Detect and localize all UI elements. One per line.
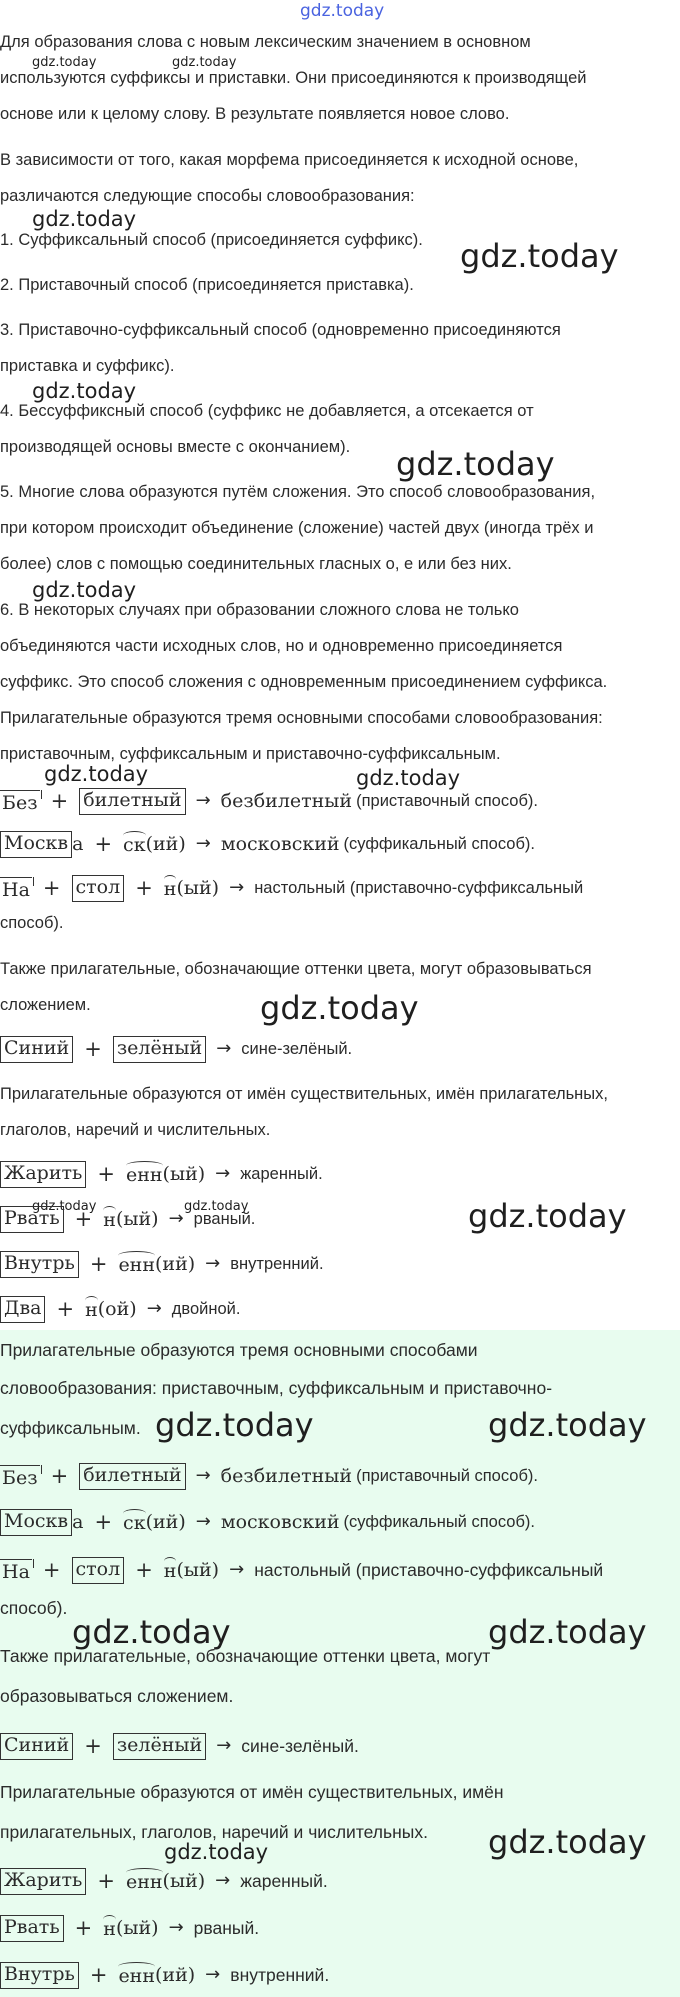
ending: (ий) (145, 1510, 186, 1533)
plus-sign: + (50, 1463, 69, 1488)
arrow-icon: → (216, 1735, 232, 1757)
suffix-arc-icon (126, 1868, 163, 1877)
method-line: производящей основы вместе с окончанием). (0, 438, 351, 456)
suffix-text: енн (125, 1164, 163, 1187)
root-box: Жарить (0, 1868, 86, 1895)
paragraph-line: Также прилагательные, обозначающие оттенки цвета, могут (0, 1646, 491, 1666)
method-note: (приставочный способ). (356, 1467, 538, 1486)
watermark-top: gdz.today (300, 1, 385, 21)
suffix-mark (126, 1870, 163, 1892)
arrow-icon: → (195, 1511, 211, 1533)
watermark: gdz.today (72, 1613, 231, 1651)
example-moskva (0, 831, 535, 858)
result-word: безбилетный (220, 789, 353, 812)
ending: (ой) (97, 1297, 137, 1320)
suffix-arc-icon (103, 1915, 116, 1924)
watermark: gdz.today (44, 762, 149, 786)
plus-sign: + (94, 831, 113, 856)
watermark: gdz.today (32, 379, 137, 403)
watermark: gdz.today (155, 1406, 314, 1444)
suffix-mark (123, 833, 146, 855)
watermark: gdz.today (396, 445, 555, 483)
prefix-mark: Без (2, 791, 38, 814)
arrow-icon: → (229, 1559, 245, 1581)
result-text: рваный. (193, 1210, 256, 1229)
plus-sign: + (84, 1733, 102, 1758)
example-zharit (0, 1161, 323, 1188)
watermark: gdz.today (488, 1613, 647, 1651)
method-line: 3. Приставочно-суффиксальный способ (одновременно присоединяются (0, 321, 561, 339)
suffix-mark (126, 1163, 163, 1185)
suffix-arc-icon (103, 1206, 116, 1215)
watermark: gdz.today (488, 1406, 647, 1444)
example-na-stol (0, 1557, 603, 1584)
suffix-arc-icon (118, 1251, 155, 1260)
suffix-mark (164, 1559, 177, 1581)
word-box: зелёный (113, 1036, 206, 1063)
prefix-mark: Без (2, 1466, 38, 1489)
suffix-arc-icon (85, 1296, 98, 1305)
suffix-mark (85, 1298, 98, 1320)
method-line: 5. Многие слова образуются путём сложения. Это способ словообразования, (0, 483, 596, 501)
method-note: (суффикальный способ). (343, 1513, 535, 1532)
watermark: gdz.today (460, 237, 619, 275)
ending: (ый) (115, 1207, 159, 1230)
suffix-text: енн (118, 1965, 156, 1988)
root-box: Рвать (0, 1206, 64, 1233)
plus-sign: + (74, 1206, 93, 1231)
suffix-text: н (85, 1299, 98, 1322)
arrow-icon: → (205, 1253, 221, 1275)
root-box: Жарить (0, 1161, 86, 1188)
arrow-icon: → (195, 1465, 211, 1487)
watermark: gdz.today (164, 1840, 269, 1864)
suffix-text: н (103, 1918, 116, 1941)
plus-sign: + (135, 875, 153, 900)
arrow-icon: → (215, 1163, 231, 1185)
suffix-mark (103, 1208, 116, 1230)
suffix-arc-icon (164, 1557, 177, 1566)
paragraph-line: глаголов, наречий и числительных. (0, 1121, 271, 1139)
result-word: московский (220, 1510, 340, 1533)
suffix-arc-icon (118, 1962, 155, 1971)
method-line: 6. В некоторых случаях при образовании сложного слова не только (0, 601, 519, 619)
paragraph-line: образовываться сложением. (0, 1686, 234, 1706)
word-box: зелёный (113, 1733, 206, 1760)
watermark: gdz.today (356, 766, 461, 790)
result-continuation: способ). (0, 1598, 68, 1618)
watermark: gdz.today (260, 989, 419, 1027)
root-box: Москв (0, 831, 72, 858)
root-box: Москв (0, 1509, 72, 1536)
prefix-mark: На (2, 1560, 30, 1583)
plus-sign: + (97, 1161, 115, 1186)
prefix-mark: На (2, 878, 30, 901)
method-line: объединяются части исходных слов, но и одновременно присоединяется (0, 637, 563, 655)
root-box: билетный (79, 1463, 185, 1490)
word-box: Синий (0, 1036, 73, 1063)
adj-intro-line: словообразования: приставочным, суффиксальным и приставочно- (0, 1378, 553, 1398)
plus-sign: + (89, 1962, 108, 1987)
plus-sign: + (84, 1036, 102, 1061)
suffix-text: н (103, 1209, 116, 1232)
ending: (ый) (115, 1916, 159, 1939)
adj-intro-line: суффиксальным. (0, 1418, 141, 1438)
suffix-arc-icon (126, 1161, 163, 1170)
paragraph-line: прилагательных, глаголов, наречий и числительных. (0, 1822, 428, 1842)
result-text: рваный. (193, 1917, 260, 1938)
result-text: жаренный. (240, 1870, 328, 1891)
example-vnutr (0, 1962, 329, 1989)
watermark: gdz.today (32, 1199, 97, 1214)
arrow-icon: → (229, 877, 245, 899)
adj-intro-line: Прилагательные образуются тремя основными способами (0, 1340, 478, 1360)
method-line: 2. Приставочный способ (присоединяется приставка). (0, 276, 414, 294)
paragraph-line: используются суффиксы и приставки. Они присоединяются к производящей (0, 69, 587, 87)
plus-sign: + (56, 1296, 75, 1321)
suffix-text: енн (125, 1871, 163, 1894)
watermark: gdz.today (172, 55, 237, 70)
ending: (ый) (162, 1162, 206, 1185)
ending: (ий) (155, 1963, 196, 1986)
root-box: Внутрь (0, 1962, 79, 1989)
adj-intro-line: Прилагательные образуются тремя основными способами словообразования: (0, 709, 603, 727)
word-box: Синий (0, 1733, 73, 1760)
adj-intro-line: приставочным, суффиксальным и приставочно-суффиксальным. (0, 745, 501, 763)
arrow-icon: → (195, 790, 211, 812)
result-word: московский (220, 832, 340, 855)
plus-sign: + (42, 875, 61, 900)
paragraph-line: В зависимости от того, какая морфема присоединяется к исходной основе, (0, 151, 579, 169)
watermark: gdz.today (184, 1199, 249, 1214)
plus-sign: + (42, 1557, 61, 1582)
plus-sign: + (97, 1868, 115, 1893)
suffix-arc-icon (123, 831, 146, 840)
suffix-text: н (163, 1560, 177, 1583)
method-line: при котором происходит объединение (сложение) частей двух (иногда трёх и (0, 519, 594, 537)
plus-sign: + (135, 1557, 153, 1582)
example-color-compound (0, 1036, 352, 1063)
result-text: настольный (приставочно-суффиксальный (254, 1559, 604, 1580)
suffix-mark (164, 877, 177, 899)
example-na-stol (0, 875, 583, 902)
example-prefix-bez (0, 788, 538, 815)
paragraph-line: различаются следующие способы словообразования: (0, 187, 415, 205)
example-rvat (0, 1206, 255, 1233)
watermark: gdz.today (32, 578, 137, 602)
ending: (ый) (176, 1558, 220, 1581)
plus-sign: + (94, 1509, 113, 1534)
result-text: настольный (приставочно-суффиксальный (254, 879, 584, 898)
watermark: gdz.today (488, 1823, 647, 1861)
method-line: суффикс. Это способ сложения с одновременным присоединением суффикса. (0, 673, 608, 691)
arrow-icon: → (215, 1870, 231, 1892)
root-box: билетный (79, 788, 185, 815)
root-box: стол (72, 1557, 125, 1584)
paragraph-line: Прилагательные образуются от имён существительных, имён (0, 1782, 504, 1802)
result-text: жаренный. (240, 1165, 323, 1184)
root-box: Два (0, 1296, 45, 1323)
suffix-arc-icon (164, 875, 177, 884)
watermark: gdz.today (32, 207, 137, 231)
suffix-arc-icon (123, 1509, 146, 1518)
ending: а (72, 832, 84, 855)
method-line: 1. Суффиксальный способ (присоединяется суффикс). (0, 231, 423, 249)
method-line: приставка и суффикс). (0, 357, 175, 375)
result-text: двойной. (171, 1300, 241, 1319)
ending: (ий) (155, 1252, 196, 1275)
paragraph-line: Прилагательные образуются от имён существительных, имён прилагательных, (0, 1085, 608, 1103)
plus-sign: + (50, 788, 69, 813)
result-text: сине-зелёный. (241, 1040, 353, 1059)
arrow-icon: → (146, 1298, 162, 1320)
example-vnutr (0, 1251, 324, 1278)
result-continuation: способ). (0, 914, 64, 932)
watermark: gdz.today (32, 55, 97, 70)
paragraph-line: основе или к целому слову. В результате появляется новое слово. (0, 105, 510, 123)
suffix-mark (103, 1917, 116, 1939)
result-word: безбилетный (220, 1464, 353, 1487)
example-dva (0, 1296, 241, 1323)
ending: а (72, 1510, 84, 1533)
arrow-icon: → (205, 1964, 221, 1986)
paragraph-line: Для образования слова с новым лексическим значением в основном (0, 33, 531, 51)
example-moskva (0, 1509, 535, 1536)
example-prefix-bez (0, 1463, 538, 1490)
suffix-mark (118, 1964, 155, 1986)
suffix-mark (123, 1511, 146, 1533)
example-zharit (0, 1868, 328, 1895)
suffix-text: н (163, 878, 177, 901)
method-line: более) слов с помощью соединительных гласных о, е или без них. (0, 555, 512, 573)
example-rvat (0, 1915, 259, 1942)
method-line: 4. Бессуффиксный способ (суффикс не добавляется, а отсекается от (0, 402, 534, 420)
suffix-mark (118, 1253, 155, 1275)
root-box: Внутрь (0, 1251, 79, 1278)
arrow-icon: → (168, 1917, 184, 1939)
paragraph-line: сложением. (0, 996, 91, 1014)
paragraph-line: Также прилагательные, обозначающие оттенки цвета, могут образовываться (0, 960, 592, 978)
example-color-compound (0, 1733, 359, 1760)
method-note: (приставочный способ). (356, 792, 538, 811)
arrow-icon: → (195, 833, 211, 855)
root-box: стол (72, 875, 125, 902)
watermark: gdz.today (468, 1197, 627, 1235)
result-text: сине-зелёный. (241, 1735, 359, 1756)
root-box: Рвать (0, 1915, 64, 1942)
suffix-text: ск (123, 834, 146, 857)
result-text: внутренний. (230, 1964, 330, 1985)
arrow-icon: → (168, 1208, 184, 1230)
suffix-text: ск (123, 1512, 146, 1535)
plus-sign: + (74, 1915, 93, 1940)
ending: (ый) (162, 1869, 206, 1892)
method-note: (суффикальный способ). (343, 835, 535, 854)
suffix-text: енн (118, 1254, 156, 1277)
arrow-icon: → (216, 1038, 232, 1060)
plus-sign: + (89, 1251, 108, 1276)
result-text: внутренний. (230, 1255, 324, 1274)
ending: (ый) (176, 876, 220, 899)
ending: (ий) (145, 832, 186, 855)
